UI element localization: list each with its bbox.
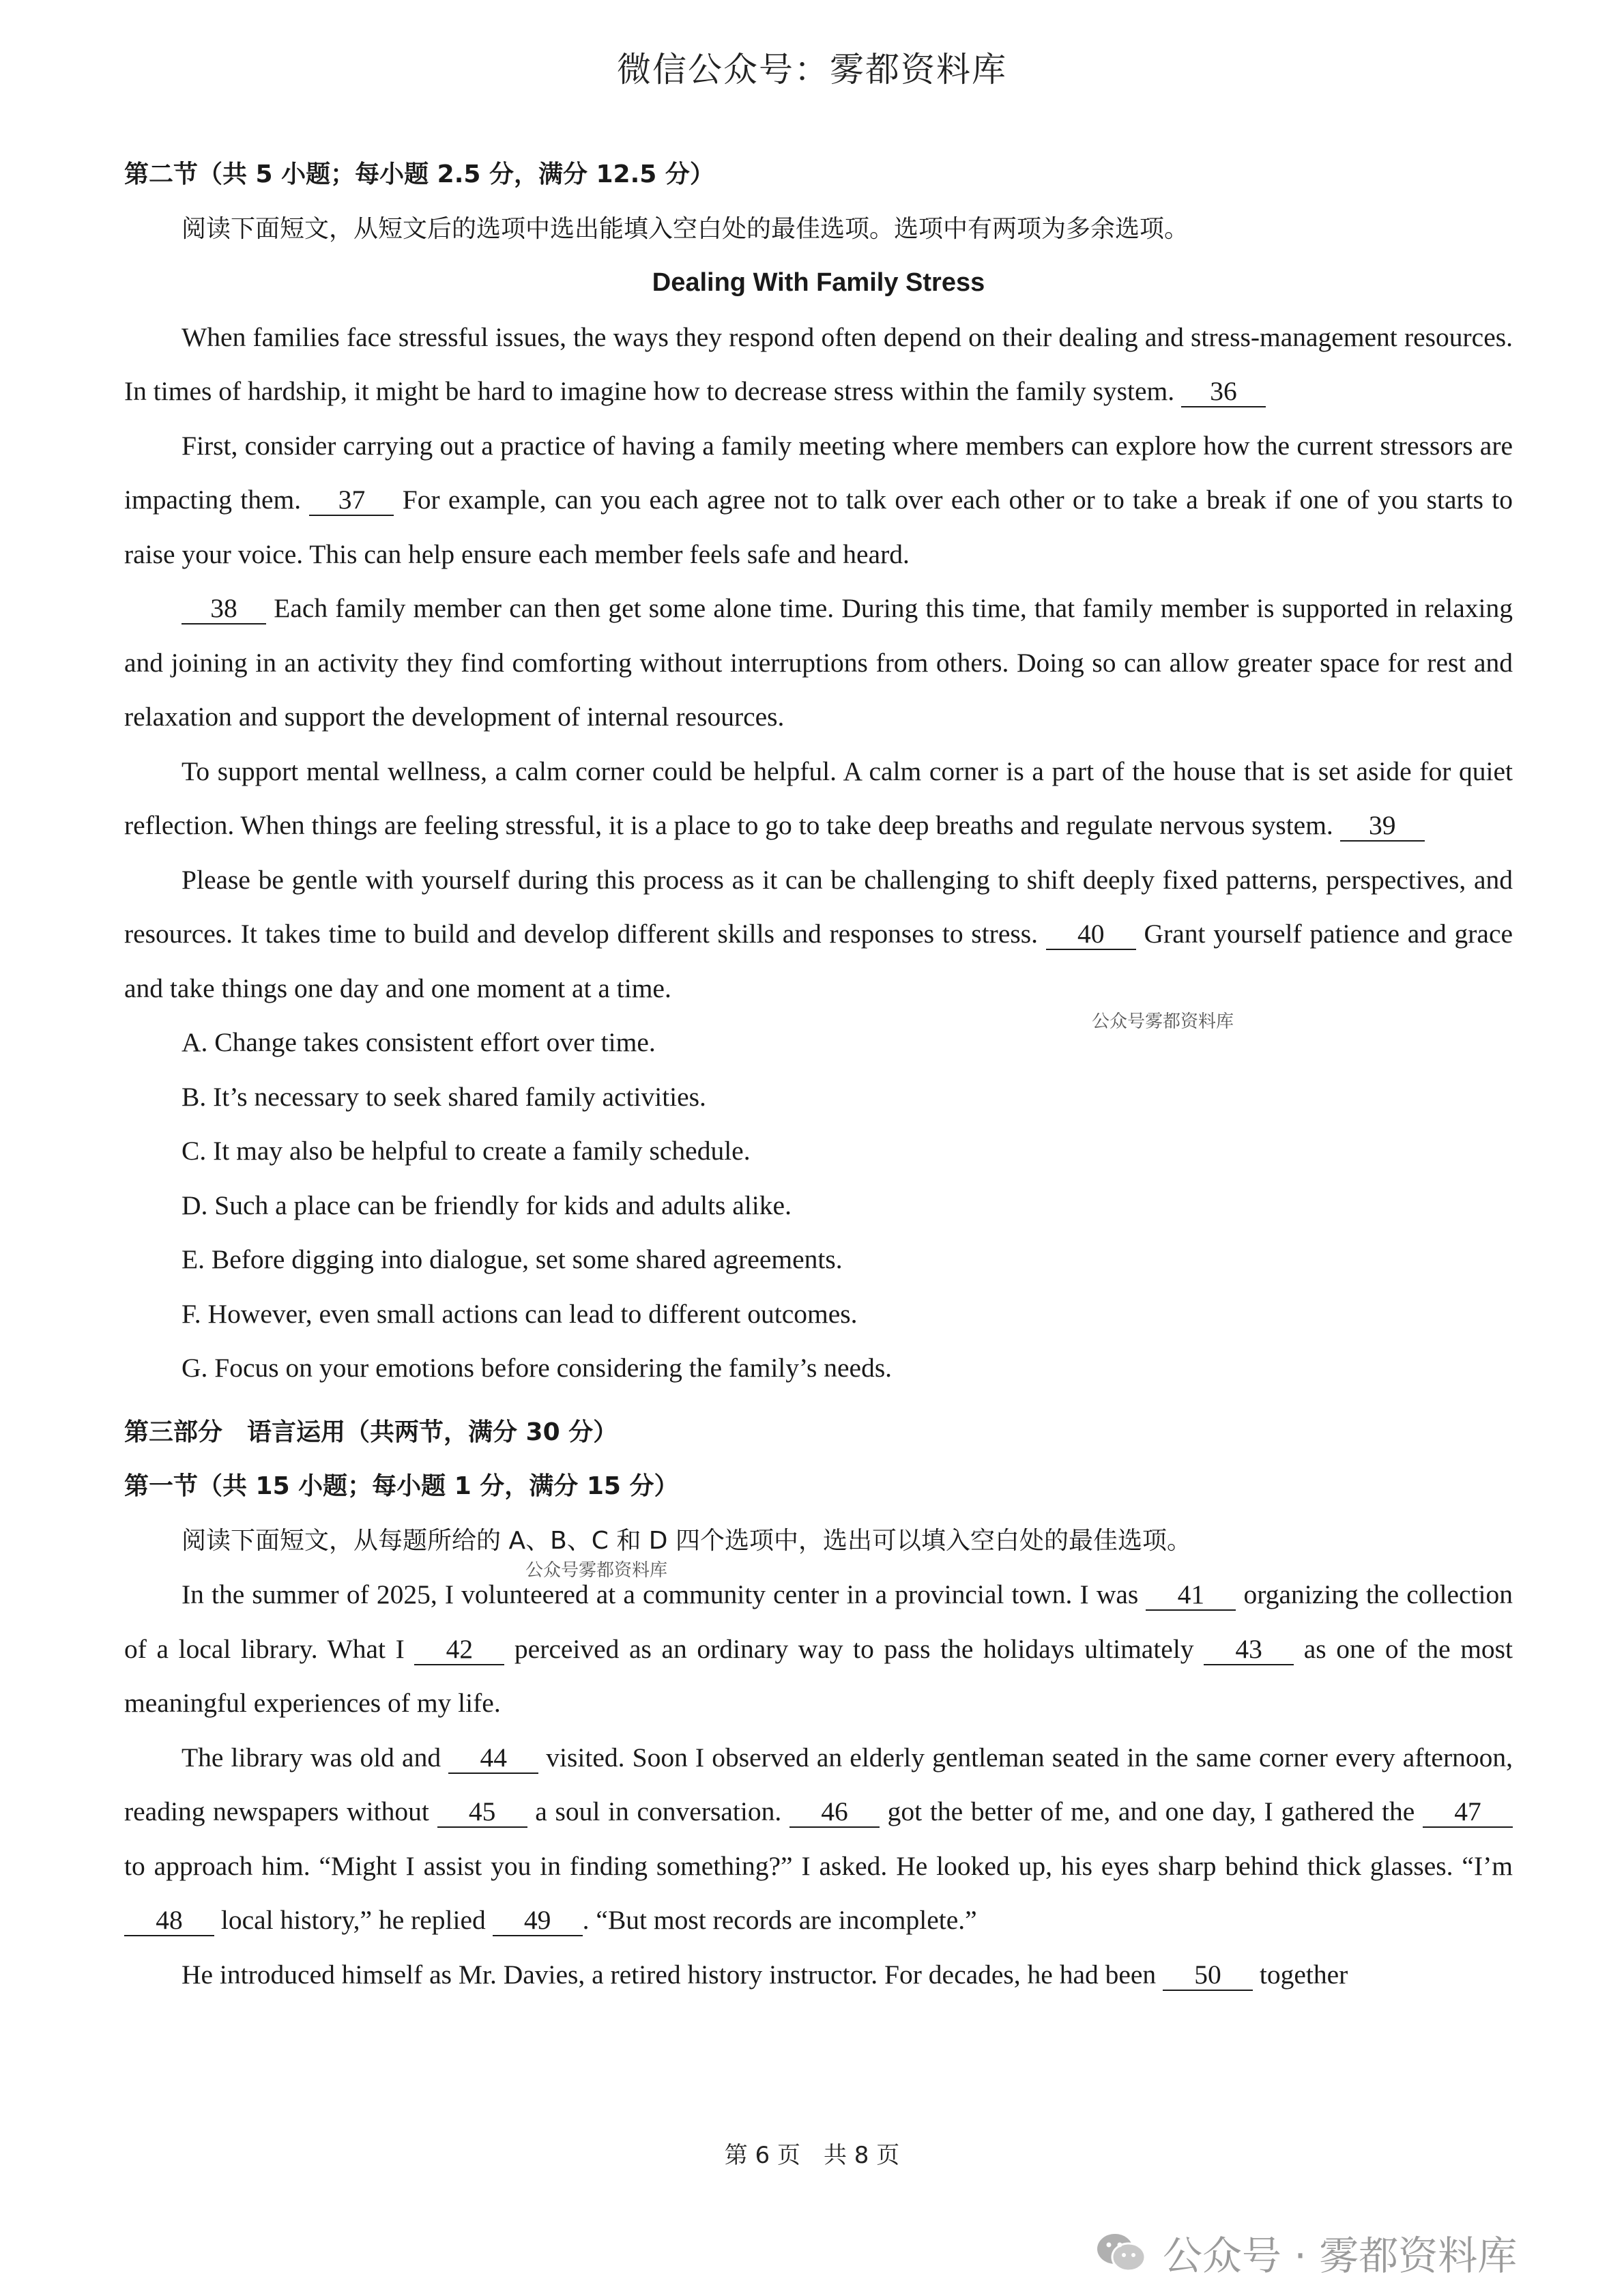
blank-44[interactable]: 44 [448, 1742, 538, 1774]
option-b: B. It’s necessary to seek shared family activities. [182, 1081, 706, 1112]
paragraph-3: 38 Each family member can then get some alone time. During this time, that family member is supported in relaxing and joining in an activity they find comforting without interruptions from others. Doing so can allow greater space for rest and relaxation and support the development of internal resources. [124, 593, 1513, 732]
paragraph-2: First, consider carrying out a practice of having a family meeting where members can explore how the current stressors are impacting them. 37 For example, can you each agree not to talk over each other or to take a break if one of you starts to raise your voice. This can help ensure each member feels safe and heard. [124, 430, 1513, 569]
blank-40[interactable]: 40 [1046, 919, 1136, 950]
option-c: C. It may also be helpful to create a family schedule. [182, 1136, 751, 1166]
blank-45[interactable]: 45 [437, 1796, 527, 1828]
section2-heading: 第二节（共 5 小题；每小题 2.5 分，满分 12.5 分） [124, 160, 714, 188]
cloze-paragraph-1: In the summer of 2025, I volunteered at a community center in a provincial town. I was 41 organizing the collection of a local library. What I 42 perceived as an ordinary way to pass the holidays ultimately 43 as one of the most meaningful experiences of my life. [124, 1579, 1513, 1718]
blank-48[interactable]: 48 [124, 1905, 214, 1936]
blank-36[interactable]: 36 [1181, 376, 1266, 407]
passage-title: Dealing With Family Stress [652, 268, 985, 297]
header-title: 微信公众号：雾都资料库 [617, 50, 1007, 89]
blank-46[interactable]: 46 [789, 1796, 880, 1828]
blank-38[interactable]: 38 [182, 593, 266, 625]
part3-instruction: 阅读下面短文，从每题所给的 A、B、C 和 D 四个选项中，选出可以填入空白处的最佳选项。 [182, 1526, 1191, 1555]
cloze-paragraph-2: The library was old and 44 visited. Soon I observed an elderly gentleman seated in the same corner every afternoon, reading newspapers without 45 a soul in conversation. 46 got the better of me, and one day, I gathered the 47 to approach him. “Might I assist you in finding something?” I asked. He looked up, his eyes sharp behind thick glasses. “I’m 48 local history,” he replied 49 . “But most records are incomplete.” [124, 1742, 1513, 1935]
paragraph-4: To support mental wellness, a calm corner could be helpful. A calm corner is a part of the house that is set aside for quiet reflection. When things are feeling stressful, it is a place to go to take deep breaths and regulate nervous system. 39 [124, 756, 1513, 840]
watermark-1: 公众号雾都资料库 [1092, 1011, 1234, 1032]
option-e: E. Before digging into dialogue, set some shared agreements. [182, 1244, 843, 1274]
section2-instruction: 阅读下面短文，从短文后的选项中选出能填入空白处的最佳选项。选项中有两项为多余选项。 [182, 214, 1189, 243]
cloze-paragraph-3: He introduced himself as Mr. Davies, a retired history instructor. For decades, he had been 50 together [182, 1959, 1348, 1990]
blank-43[interactable]: 43 [1204, 1634, 1294, 1665]
blank-50[interactable]: 50 [1163, 1960, 1253, 1991]
part3-heading: 第三部分 语言运用（共两节，满分 30 分） [124, 1418, 618, 1446]
option-g: G. Focus on your emotions before considering the family’s needs. [182, 1353, 893, 1383]
blank-49[interactable]: 49 [493, 1905, 583, 1936]
part3-subheading: 第一节（共 15 小题；每小题 1 分，满分 15 分） [124, 1472, 679, 1500]
blank-41[interactable]: 41 [1146, 1579, 1236, 1611]
paragraph-1: When families face stressful issues, the ways they respond often depend on their dealing and stress-management resources. In times of hardship, it might be hard to imagine how to decrease stress within the family system. 36 [124, 321, 1513, 406]
blank-47[interactable]: 47 [1423, 1796, 1513, 1828]
blank-39[interactable]: 39 [1340, 810, 1425, 842]
option-a: A. Change takes consistent effort over time. [182, 1027, 656, 1057]
brand-watermark [1094, 2224, 1517, 2281]
exam-content [124, 147, 1513, 2002]
watermark-2: 公众号雾都资料库 [525, 1560, 668, 1581]
option-f: F. However, even small actions can lead to different outcomes. [182, 1298, 858, 1329]
brand-label: 公众号 · 雾都资料库 [1163, 2233, 1518, 2279]
blank-37[interactable]: 37 [309, 485, 394, 516]
page-footer: 第 6 页 共 8 页 [724, 2142, 900, 2169]
wechat-icon [1094, 2230, 1148, 2275]
paragraph-5: Please be gentle with yourself during this process as it can be challenging to shift deeply fixed patterns, perspectives, and resources. It takes time to build and develop different skills and responses to stress. 40 Grant yourself patience and grace and take things one day and one moment at a time. [124, 864, 1513, 1003]
option-d: D. Such a place can be friendly for kids and adults alike. [182, 1190, 792, 1220]
blank-42[interactable]: 42 [414, 1634, 504, 1665]
